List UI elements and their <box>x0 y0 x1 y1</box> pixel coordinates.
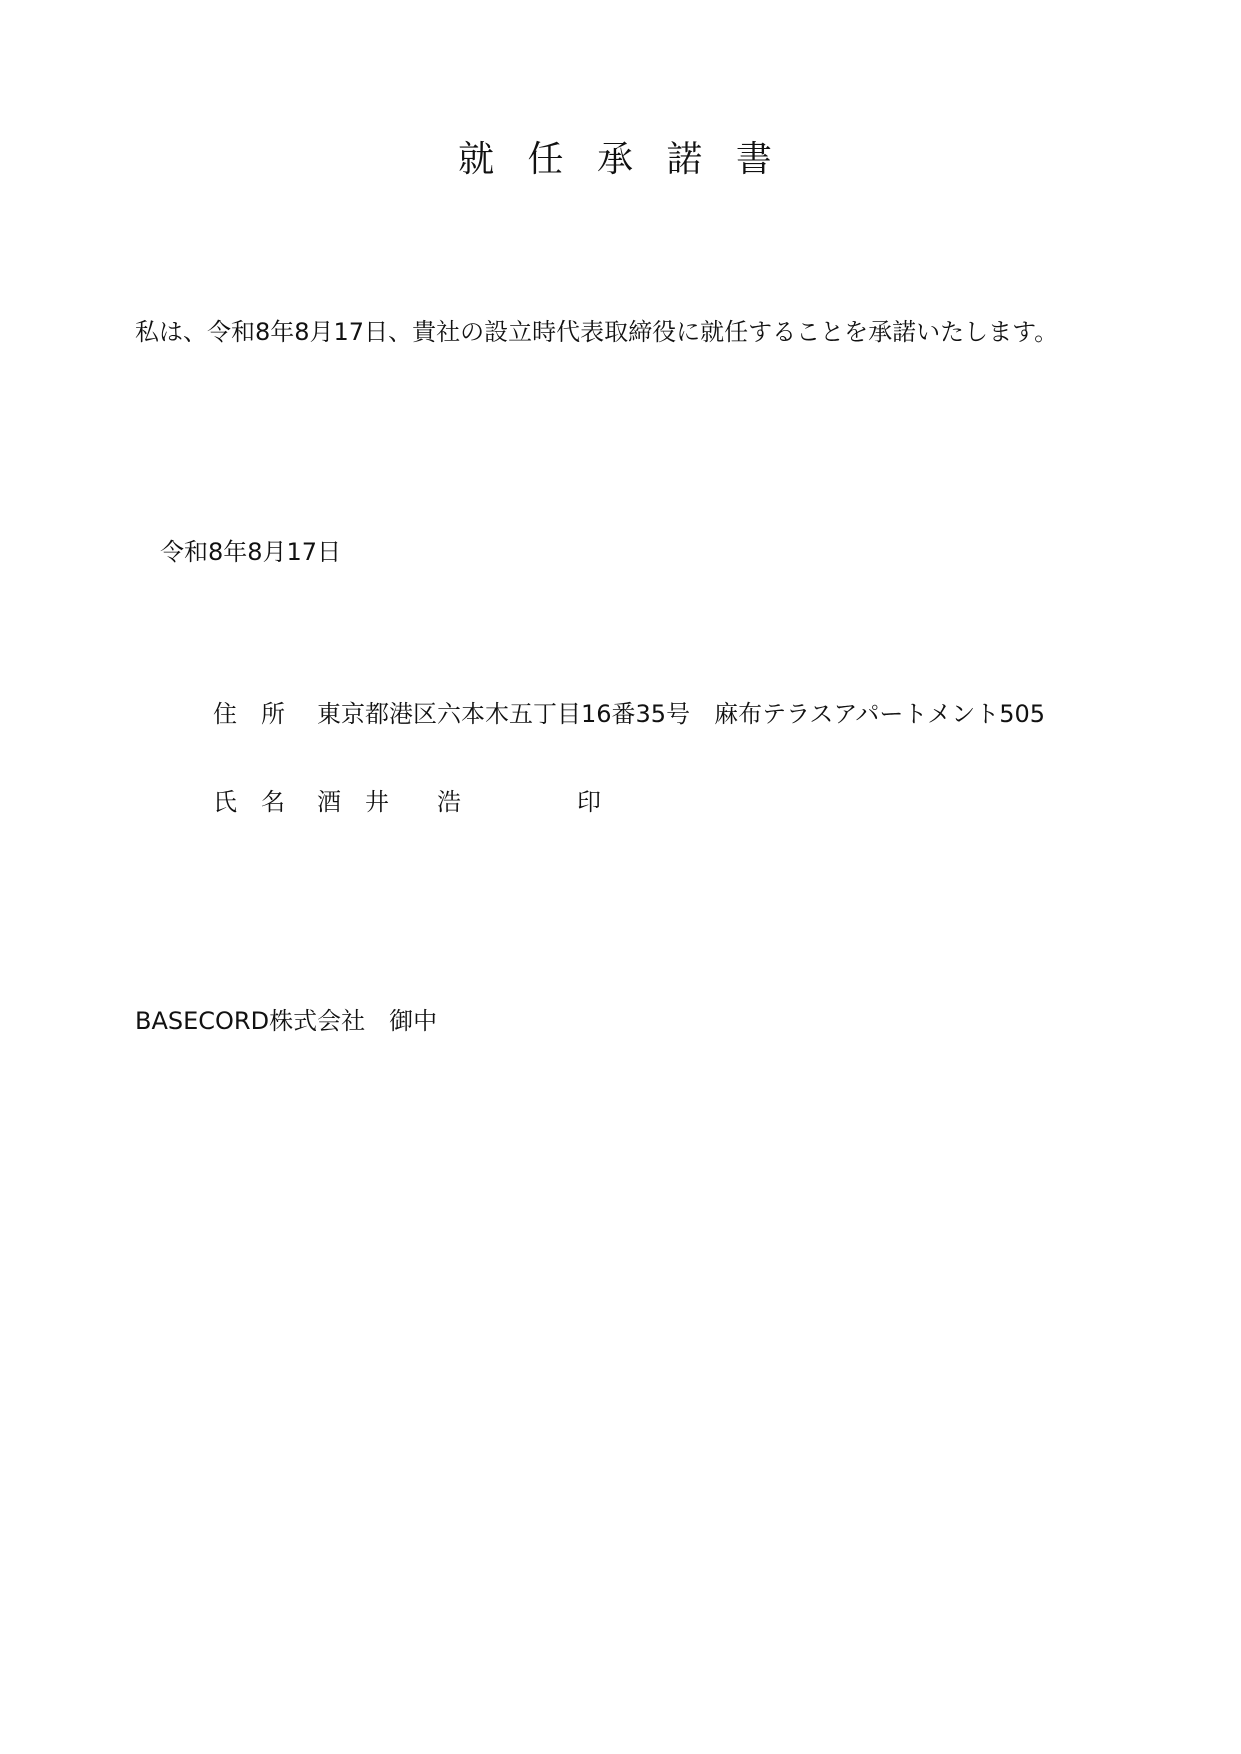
document-title: 就 任 承 諾 書 <box>458 139 783 180</box>
consent-statement: 私は、令和8年8月17日、貴社の設立時代表取締役に就任することを承諾いたします。 <box>135 318 1059 346</box>
addressee: BASECORD株式会社 御中 <box>135 1007 438 1035</box>
name-value: 酒 井 浩 <box>317 788 461 816</box>
document-date: 令和8年8月17日 <box>160 538 342 566</box>
address-label: 住 所 <box>213 700 285 728</box>
name-label: 氏 名 <box>213 788 285 816</box>
address-value: 東京都港区六本木五丁目16番35号 麻布テラスアパートメント505 <box>317 700 1046 728</box>
seal-mark: 印 <box>577 788 601 816</box>
name-row <box>213 785 601 819</box>
address-row <box>213 697 1045 731</box>
